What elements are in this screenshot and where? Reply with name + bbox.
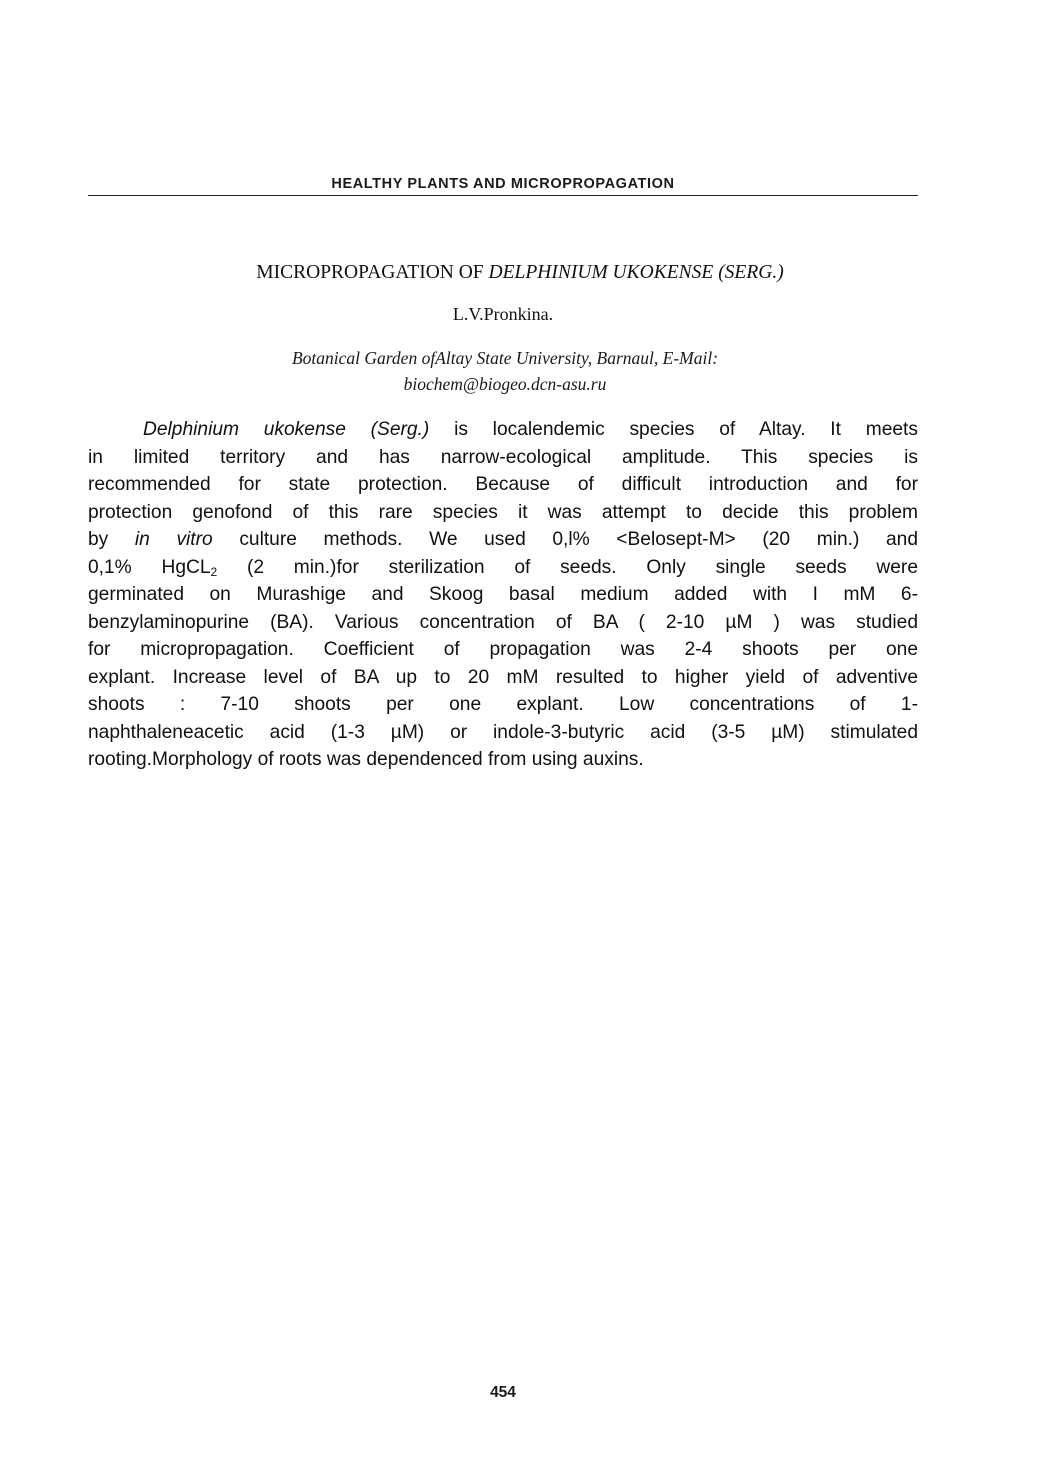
subscript: 2: [210, 564, 218, 579]
abstract-text: (2 min.)for sterilization of seeds. Only single seeds were: [217, 556, 918, 578]
abstract-line: benzylaminopurine (BA). Various concentration of BA ( 2-10 µM ) was studied: [88, 611, 918, 633]
abstract-line: in limited territory and has narrow-ecological amplitude. This species is: [88, 446, 918, 468]
abstract-line: [88, 554, 918, 582]
paper-title: [88, 262, 952, 284]
page-number: 454: [490, 1384, 516, 1401]
abstract-line: protection genofond of this rare species it was attempt to decide this problem: [88, 501, 918, 523]
title-plain: MICROPROPAGATION OF: [256, 262, 489, 283]
author-name: L.V.Pronkina.: [452, 304, 554, 324]
running-head: HEALTHY PLANTS AND MICROPROPAGATION: [331, 176, 675, 192]
abstract-line: for micropropagation. Coefficient of propagation was 2-4 shoots per one: [88, 639, 918, 660]
abstract-line: naphthaleneacetic acid (1-3 µM) or indole-3-butyric acid (3-5 µM) stimulated: [88, 721, 918, 743]
affiliation-email: biochem@biogeo.dcn-asu.ru: [403, 374, 607, 394]
in-vitro-term: in vitro: [134, 529, 213, 550]
abstract-line: [88, 416, 918, 444]
abstract-line: [88, 526, 918, 554]
abstract-body: [88, 416, 918, 774]
header-rule: [88, 195, 918, 196]
affiliation: [110, 345, 900, 397]
abstract-line: shoots : 7-10 shoots per one explant. Low concentrations of 1-: [88, 694, 918, 715]
abstract-text: culture methods. We used 0,l% <Belosept-M> (20 min.) and: [212, 529, 918, 550]
affiliation-line: Botanical Garden ofAltay State University, Barnaul, E-Mail:: [291, 348, 719, 368]
abstract-line: germinated on Murashige and Skoog basal medium added with I mM 6-: [88, 584, 918, 605]
abstract-text: is localendemic species of Altay. It meets: [429, 419, 918, 440]
abstract-text: 0,1% HgCL: [88, 556, 211, 578]
species-name: Delphinium ukokense (Serg.): [143, 419, 430, 440]
title-species: DELPHINIUM UKOKENSE (SERG.): [488, 262, 784, 283]
abstract-line-last: rooting.Morphology of roots was dependenced from using auxins.: [88, 749, 644, 770]
abstract-line: explant. Increase level of BA up to 20 mM resulted to higher yield of adventive: [88, 666, 918, 688]
abstract-text: by: [88, 529, 135, 550]
abstract-line: recommended for state protection. Because of difficult introduction and for: [88, 474, 918, 495]
